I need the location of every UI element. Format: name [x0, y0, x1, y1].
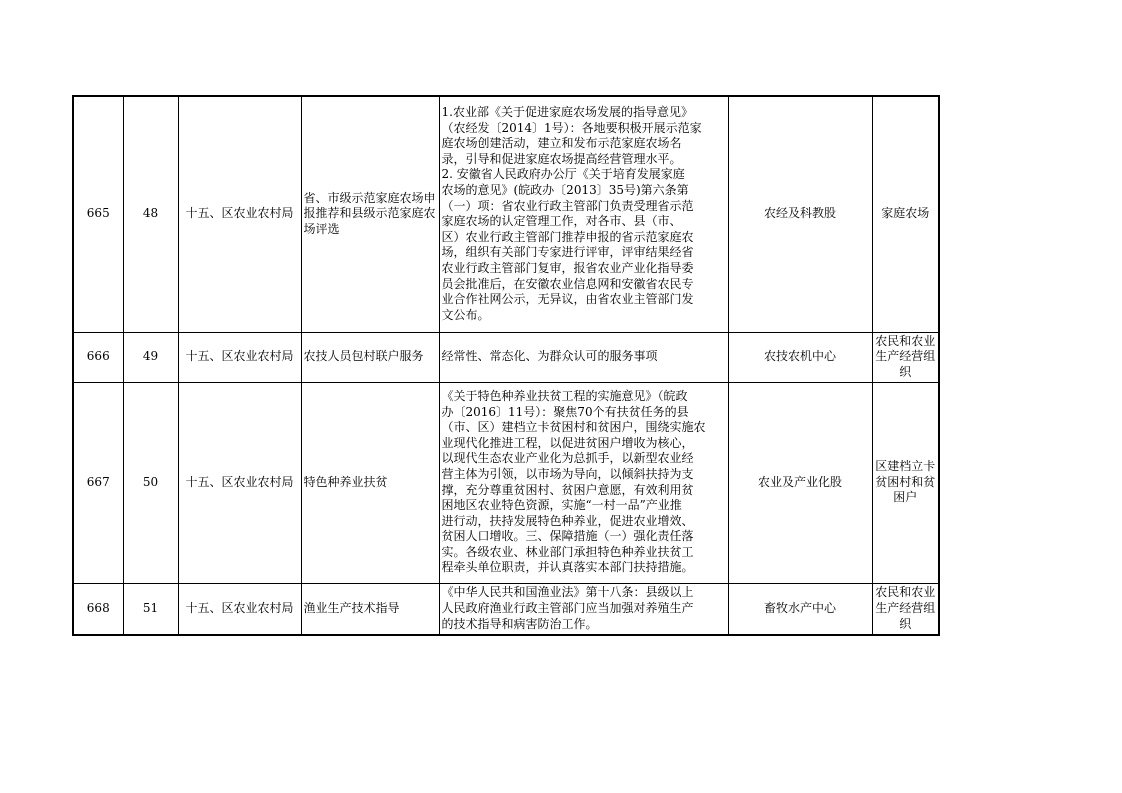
- basis-line: 困地区农业特色资源，实施“一村一品”产业推: [441, 498, 682, 513]
- basis-line: 业现代化推进工程，以促进贫困户增收为核心，: [441, 435, 694, 450]
- basis-line: 场，组织有关部门专家进行评审，评审结果经省: [441, 245, 694, 260]
- basis-line: 人民政府渔业行政主管部门应当加强对养殖生产: [441, 600, 694, 615]
- table-row: [73, 583, 939, 635]
- basis-line: 区）农业行政主管部门推荐申报的省示范家庭农: [441, 229, 694, 244]
- seq-cell: 667: [73, 382, 123, 583]
- target-cell: 家庭农场: [872, 96, 939, 332]
- department-cell: 十五、区农业农村局: [178, 583, 301, 635]
- seq-cell: 666: [73, 332, 123, 382]
- basis-line: 经常性、常态化、为群众认可的服务事项: [441, 349, 658, 364]
- basis-cell: [439, 96, 728, 332]
- basis-line: 进行动，扶持发展特色种养业，促进农业增效、: [441, 513, 694, 528]
- item-number-cell: 48: [123, 96, 178, 332]
- target-cell: 区建档立卡贫困村和贫困户: [872, 382, 939, 583]
- basis-line: 实。各级农业、林业部门承担特色种养业扶贫工: [441, 544, 694, 559]
- basis-line: 农业行政主管部门复审，报省农业产业化指导委: [441, 261, 694, 276]
- basis-line: 营主体为引领，以市场为导向，以倾斜扶持为支: [441, 466, 694, 481]
- basis-line: 办〔2016〕11号）：聚焦70个有扶贫任务的县: [441, 404, 689, 419]
- basis-line: （农经发〔2014〕1号）：各地要积极开展示范家: [441, 120, 702, 135]
- basis-line: 庭农场创建活动，建立和发布示范家庭农场名: [441, 136, 682, 151]
- basis-line: 员会批准后，在安徽农业信息网和安徽省农民专: [441, 276, 694, 291]
- item-number-cell: 50: [123, 382, 178, 583]
- basis-line: 业合作社网公示，无异议，由省农业主管部门发: [441, 292, 694, 307]
- target-cell: 农民和农业生产经营组织: [872, 332, 939, 382]
- responsible-unit-cell: 农技农机中心: [728, 332, 872, 382]
- seq-cell: 668: [73, 583, 123, 635]
- basis-line: 以现代生态农业产业化为总抓手，以新型农业经: [441, 451, 694, 466]
- department-cell: 十五、区农业农村局: [178, 96, 301, 332]
- basis-line: 《中华人民共和国渔业法》第十八条：县级以上: [441, 585, 694, 600]
- service-items-table: [72, 95, 940, 636]
- department-cell: 十五、区农业农村局: [178, 382, 301, 583]
- basis-line: 录，引导和促进家庭农场提高经营管理水平。: [441, 151, 682, 166]
- item-name-cell: 农技人员包村联户服务: [301, 332, 439, 382]
- basis-line: 的技术指导和病害防治工作。: [441, 616, 598, 631]
- basis-line: 文公布。: [441, 307, 490, 322]
- responsible-unit-cell: 畜牧水产中心: [728, 583, 872, 635]
- basis-cell: [439, 583, 728, 635]
- department-cell: 十五、区农业农村局: [178, 332, 301, 382]
- seq-cell: 665: [73, 96, 123, 332]
- responsible-unit-cell: 农经及科教股: [728, 96, 872, 332]
- item-number-cell: 49: [123, 332, 178, 382]
- basis-line: 撑，充分尊重贫困村、贫困户意愿，有效利用贫: [441, 482, 694, 497]
- item-name-cell: 渔业生产技术指导: [301, 583, 439, 635]
- target-cell: 农民和农业生产经营组织: [872, 583, 939, 635]
- basis-line: 《关于特色种养业扶贫工程的实施意见》（皖政: [441, 388, 688, 403]
- responsible-unit-cell: 农业及产业化股: [728, 382, 872, 583]
- table-row: [73, 382, 939, 583]
- basis-line: 1.农业部《关于促进家庭农场发展的指导意见》: [441, 105, 693, 120]
- basis-line: （市、区）建档立卡贫困村和贫困户，围绕实施农: [441, 420, 706, 435]
- basis-line: 农场的意见》(皖政办〔2013〕35号)第六条第: [441, 183, 689, 198]
- item-name-cell: 省、市级示范家庭农场申报推荐和县级示范家庭农场评选: [301, 96, 439, 332]
- table-row: [73, 332, 939, 382]
- basis-line: 家庭农场的认定管理工作，对各市、县（市、: [441, 214, 682, 229]
- basis-line: 程牵头单位职责，并认真落实本部门扶持措施。: [441, 560, 694, 575]
- item-number-cell: 51: [123, 583, 178, 635]
- basis-line: （一）项：省农业行政主管部门负责受理省示范: [441, 198, 694, 213]
- basis-line: 贫困人口增收。三、保障措施（一）强化责任落: [441, 529, 694, 544]
- table-row: [73, 96, 939, 332]
- basis-line: 2. 安徽省人民政府办公厅《关于培育发展家庭: [441, 167, 685, 182]
- basis-cell: [439, 332, 728, 382]
- item-name-cell: 特色种养业扶贫: [301, 382, 439, 583]
- basis-cell: [439, 382, 728, 583]
